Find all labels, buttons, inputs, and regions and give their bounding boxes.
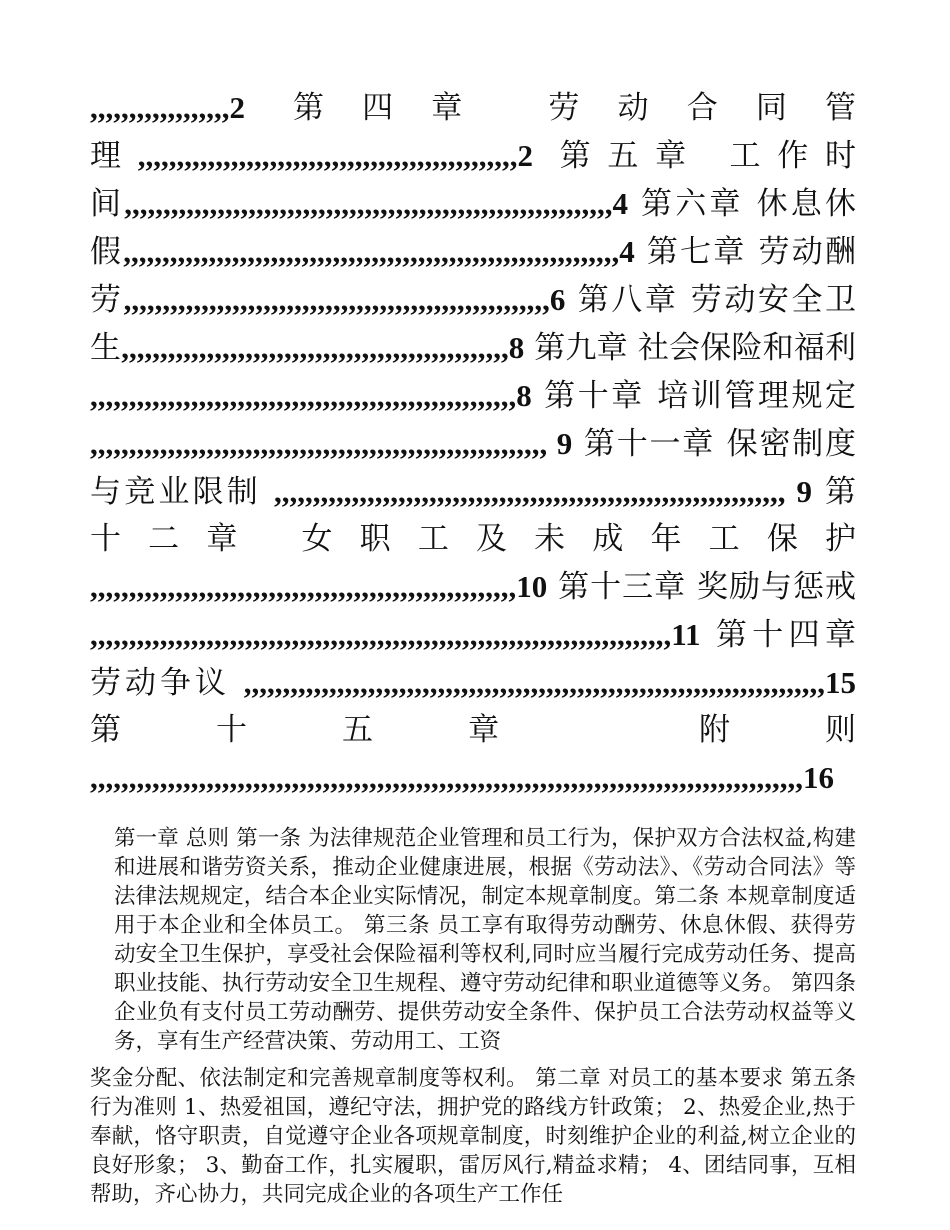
toc-chapter-title[interactable]: 第四章 劳动合同管理 [90, 90, 856, 174]
toc-chapter-title[interactable]: 第十一章 保密制度与竞业限制 [90, 426, 857, 510]
toc-leader-and-page: ,,,,,,,,,,,,,,,,,,,,,,,,,,,,,,,,,,,,,,,,,,,,,,,,,2 [137, 138, 534, 173]
toc-chapter-title[interactable]: 第七章 劳动酬劳 [90, 234, 857, 318]
body-paragraph: 第一章 总则 第一条 为法律规范企业管理和员工行为，保护双方合法权益,构建和进展和谐劳资关系，推动企业健康进展，根据《劳动法》、《劳动合同法》等法律法规规定，结合本企业实际情况，制定本规章制度。第二条 本规章制度适用于本企业和全体员工。 第三条 员工享有取得劳动酬劳、休息休假、获得劳动安全卫生保护，享受社会保险福利等权利,同时应当履行完成劳动任务、提高职业技能、执行劳动安全卫生规程、遵守劳动纪律和职业道德等义务。 第四条 企业负有支付员工劳动酬劳、提供劳动安全条件、保护员工合法劳动权益等义务，享有生产经营决策、劳动用工、工资 [114, 826, 856, 1054]
toc-leader-and-page: ,,,,,,,,,,,,,,,,,,2 [90, 90, 245, 125]
toc-chapter-title[interactable]: 第六章 休息休假 [90, 186, 857, 270]
toc-leader-and-page: ,,,,,,,,,,,,,,,,,,,,,,,,,,,,,,,,,,,,,,,,,,,,,,,,,,,,,,,10 [90, 569, 548, 604]
toc-chapter-title[interactable]: 第十二章 女职工及未成年工保护 [90, 474, 857, 557]
document-body [90, 824, 856, 1209]
toc-chapter-title[interactable]: 第八章 劳动安全卫生 [90, 282, 857, 366]
toc-leader-and-page: ,,,,,,,,,,,,,,,,,,,,,,,,,,,,,,,,,,,,,,,,,,,,,,,,,,,,,,,,,,,,,,,,,,,,,,,,,,,15 [243, 665, 856, 700]
toc-leader-and-page: ,,,,,,,,,,,,,,,,,,,,,,,,,,,,,,,,,,,,,,,,,,,,,,,,,,8 [121, 330, 525, 365]
toc-leader-and-page: ,,,,,,,,,,,,,,,,,,,,,,,,,,,,,,,,,,,,,,,,,,,,,,,,,,,,,,,,,,,,,,,,4 [123, 234, 635, 269]
document-page [90, 84, 856, 1209]
toc-leader-and-page: ,,,,,,,,,,,,,,,,,,,,,,,,,,,,,,,,,,,,,,,,,,,,,,,,,,,,,,,,,,,,,,,4 [124, 186, 628, 221]
table-of-contents [90, 84, 856, 802]
toc-chapter-title[interactable]: 第五章 工作时间 [90, 138, 857, 222]
toc-chapter-title[interactable]: 第十五章 附则 [90, 712, 856, 748]
toc-chapter-title[interactable]: 第十三章 奖励与惩戒 [558, 569, 856, 605]
toc-leader-and-page: ,,,,,,,,,,,,,,,,,,,,,,,,,,,,,,,,,,,,,,,,,,,,,,,,,,,,,,,6 [123, 282, 566, 317]
toc-leader-and-page: ,,,,,,,,,,,,,,,,,,,,,,,,,,,,,,,,,,,,,,,,,,,,,,,,,,,,,,,8 [90, 378, 532, 413]
toc-leader-and-page: ,,,,,,,,,,,,,,,,,,,,,,,,,,,,,,,,,,,,,,,,,,,,,,,,,,,,,,,,,,,,,,,,,,,,,,,,,,,11 [90, 617, 701, 652]
toc-leader-and-page: ,,,,,,,,,,,,,,,,,,,,,,,,,,,,,,,,,,,,,,,,,,,,,,,,,,,,,,,,,,,,,,,,,, 9 [274, 474, 812, 509]
toc-chapter-title[interactable]: 第十四章 劳动争议 [90, 617, 857, 701]
toc-leader-and-page: ,,,,,,,,,,,,,,,,,,,,,,,,,,,,,,,,,,,,,,,,,,,,,,,,,,,,,,,,,,, 9 [90, 426, 573, 461]
toc-chapter-title[interactable]: 第十章 培训管理规定 [544, 378, 857, 414]
toc-chapter-title[interactable]: 第九章 社会保险和福利 [534, 330, 857, 366]
body-paragraph: 奖金分配、依法制定和完善规章制度等权利。 第二章 对员工的基本要求 第五条 行为准则 1、热爱祖国，遵纪守法，拥护党的路线方针政策； 2、热爱企业,热于奉献，恪守职责，自觉遵守企业各项规章制度，时刻维护企业的利益,树立企业的良好形象； 3、勤奋工作，扎实履职，雷厉风行,精益求精； 4、团结同事，互相帮助，齐心协力，共同完成企业的各项生产工作任 [90, 1066, 856, 1207]
toc-leader-and-page: ,,,,,,,,,,,,,,,,,,,,,,,,,,,,,,,,,,,,,,,,,,,,,,,,,,,,,,,,,,,,,,,,,,,,,,,,,,,,,,,,,,,,,,,,,,,,16 [90, 760, 834, 795]
